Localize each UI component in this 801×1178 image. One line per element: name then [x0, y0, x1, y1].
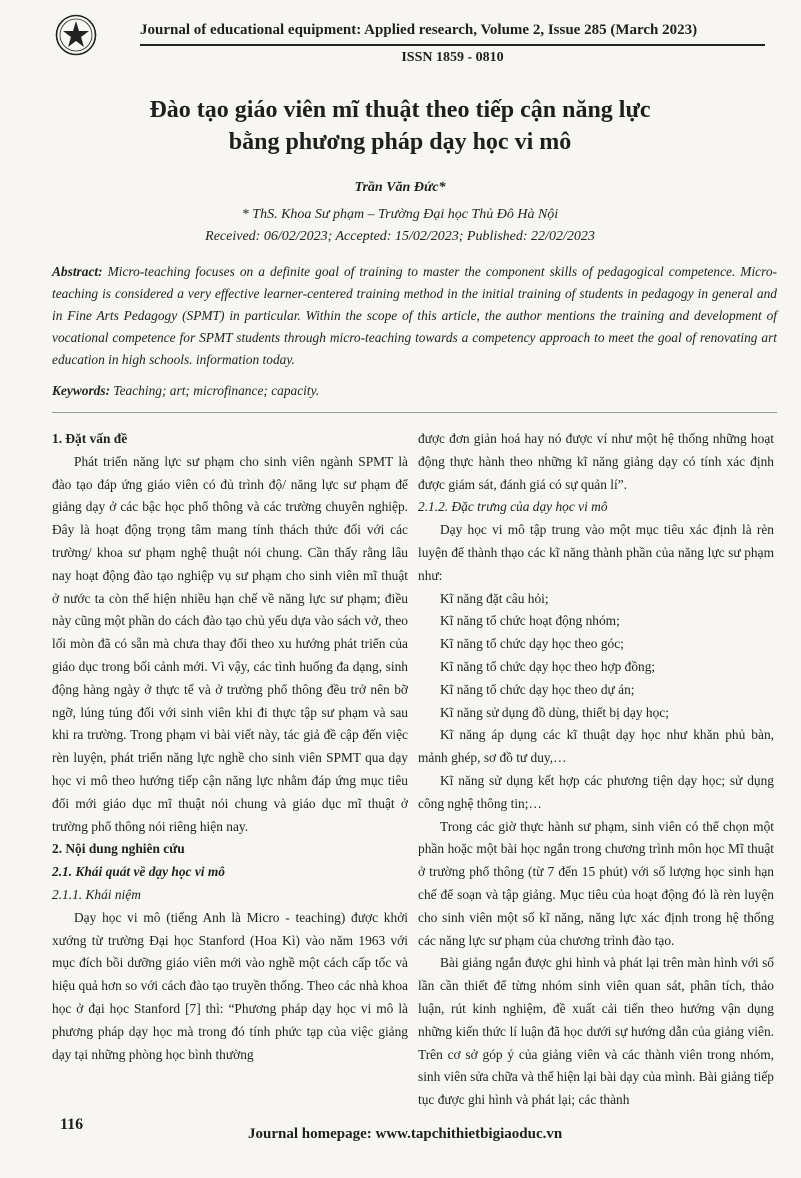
abstract-text: Micro-teaching focuses on a definite goal of training to master the component skills of pedagogical competence. Micro-teaching is considered a very effective learner-centered training method in the initial training of students in pedagogy in general and in Fine Arts Pedagogy (SPMT) in particular. Within the scope of this article, the author mentions the training and development of vocational competence for SPMT students through micro-teaching towards a competency approach to meet the goal of renovating art education in high schools. information today. [52, 264, 777, 367]
abstract-label: Abstract: [52, 264, 103, 279]
subsubsection-heading: 2.1.2. Đặc trưng của dạy học vi mô [418, 499, 608, 515]
skill-item: Kĩ năng sử dụng đồ dùng, thiết bị dạy học; [440, 704, 669, 720]
keywords-label: Keywords: [52, 383, 111, 398]
skill-item: Kĩ năng sử dụng kết hợp các phương tiện dạy học; sử dụng công nghệ thông tin;… [418, 772, 774, 811]
keywords [52, 383, 777, 399]
journal-citation: Journal of educational equipment: Applied research, Volume 2, Issue 285 (March 2023) [140, 22, 698, 38]
subsection-heading: 2.1. Khái quát về dạy học vi mô [52, 864, 225, 880]
skill-item: Kĩ năng đặt câu hỏi; [440, 590, 549, 606]
page-number: 116 [60, 1116, 84, 1133]
author-name: Trần Văn Đức* [354, 180, 446, 195]
article-title [80, 94, 720, 158]
skill-item: Kĩ năng tổ chức dạy học theo hợp đồng; [440, 658, 656, 674]
title-line-2: bằng phương pháp dạy học vi mô [228, 129, 572, 155]
publication-dates: Received: 06/02/2023; Accepted: 15/02/2023; Published: 22/02/2023 [205, 229, 595, 244]
header-rule [140, 44, 765, 46]
paragraph: Phát triển năng lực sư phạm cho sinh viên ngành SPMT là đào tạo đáp ứng giáo viên có đủ trình độ/ năng lực sư phạm để giảng dạy ở các bậc học phổ thông và các trường chuyên nghiệp. Đây là hoạt động trọng tâm mang tính thách thức đối với các trường/ khoa sư phạm nghệ thuật nói chung. Cần thấy rằng lâu nay hoạt động đào tạo nghiệp vụ sư phạm cho sinh viên mĩ thuật ở nước ta còn thể hiện nhiều hạn chế về năng lực sư phạm; điều này cũng một phần do cách đào tạo chủ yếu dựa vào sách vở, theo lối mòn đã có sẵn mà chưa thay đổi theo xu hướng phát triển của giáo dục trong bối cảnh mới. Vì vậy, các tình huống đa dạng, sinh động hàng ngày ở thực tế và ở trường phổ thông đều trở nên bỡ ngỡ, lúng túng đối với sinh viên khi đi thực tập sư phạm và sau khi ra trường. Trong phạm vi bài viết này, tác giả đề cập đến việc rèn luyện, phát triển năng lực nghề cho sinh viên SPMT qua dạy học vi mô theo hướng tiếp cận năng lực nhằm đáp ứng mục tiêu đổi mới giáo dục mĩ thuật nói chung và giáo dục mĩ thuật ở trường phổ thông nói riêng hiện nay. [52, 453, 408, 834]
author-affiliation: * ThS. Khoa Sư phạm – Trường Đại học Thủ Đô Hà Nội [241, 207, 559, 222]
abstract [52, 261, 777, 371]
paragraph: được đơn giản hoá hay nó được ví như một hệ thống những hoạt động thực hành theo những kĩ năng giảng dạy có tính xác định được giám sát, đánh giá có sự quản lí”. [418, 431, 774, 492]
keywords-text: Teaching; art; microfinance; capacity. [110, 383, 320, 398]
section-heading-content: 2. Nội dung nghiên cứu [52, 841, 185, 857]
left-column [52, 428, 408, 1066]
skill-item: Kĩ năng áp dụng các kĩ thuật dạy học như khăn phủ bàn, mảnh ghép, sơ đồ tư duy,… [418, 727, 774, 766]
skill-item: Kĩ năng tổ chức dạy học theo dự án; [440, 681, 635, 697]
title-line-1: Đào tạo giáo viên mĩ thuật theo tiếp cận năng lực [149, 97, 651, 123]
subsubsection-heading: 2.1.1. Khái niệm [52, 886, 141, 902]
paragraph: Dạy học vi mô tập trung vào một mục tiêu xác định là rèn luyện để thành thạo các kĩ năng thành phần của năng lực sư phạm như: [418, 522, 774, 583]
skill-item: Kĩ năng tổ chức hoạt động nhóm; [440, 613, 620, 629]
paragraph: Dạy học vi mô (tiếng Anh là Micro - teaching) được khởi xướng từ trường Đại học Stanford (Hoa Kì) vào năm 1963 với mục đích bồi dưỡng giáo viên mới vào nghề một cách cấp tốc và hiệu quả hơn so với cách đào tạo truyền thống. Theo các nhà khoa học ở đại học Stanford [7] thì: “Phương pháp dạy học vi mô là phương pháp dạy học mà trong đó tính phức tạp của việc giảng dạy tại những phòng học bình thường [52, 909, 408, 1062]
journal-logo-icon [55, 14, 97, 56]
keywords-divider [52, 412, 777, 413]
paragraph: Bài giảng ngắn được ghi hình và phát lại trên màn hình với số lần cần thiết để từng nhóm sinh viên quan sát, phân tích, thảo luận, rút kinh nghiệm, đề xuất cải tiến theo hướng vận dụng những kiến thức lí luận đã học dưới sự hướng dẫn của giảng viên. Trên cơ sở góp ý của giảng viên và các thành viên trong nhóm, sinh viên sửa chữa và thể hiện lại bài dạy của mình. Bài giảng tiếp tục được ghi hình và phát lại; các thành [418, 955, 774, 1108]
paragraph: Trong các giờ thực hành sư phạm, sinh viên có thể chọn một phần hoặc một bài học ngắn trong chương trình môn học Mĩ thuật ở trường phổ thông (từ 7 đến 15 phút) với số lượng học sinh hạn chế để soạn và tập giảng. Mục tiêu của hoạt động đó là rèn luyện cho sinh viên một số kĩ năng, năng lực xác định trong hệ thống các năng lực sư phạm của chương trình đào tạo. [418, 818, 774, 948]
skill-item: Kĩ năng tổ chức dạy học theo góc; [440, 636, 624, 652]
section-heading-introduction: 1. Đặt vấn đề [52, 431, 128, 446]
issn: ISSN 1859 - 0810 [401, 50, 504, 65]
right-column [418, 428, 774, 1112]
journal-homepage: Journal homepage: www.tapchithietbigiaoduc.vn [248, 1126, 563, 1142]
